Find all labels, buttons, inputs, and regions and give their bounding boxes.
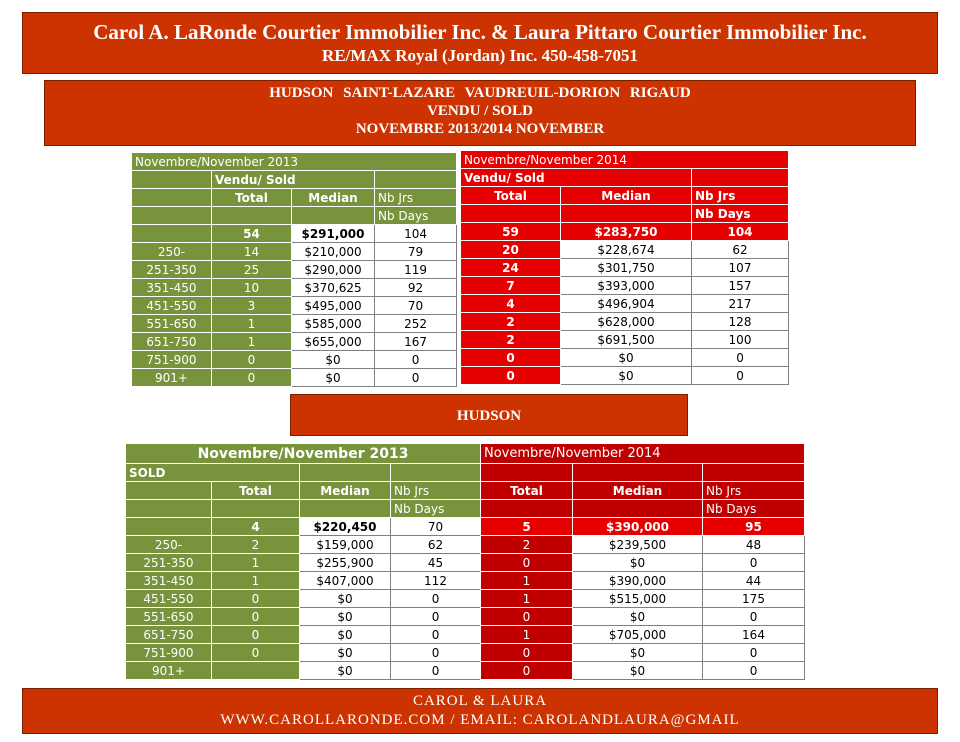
table-row: [481, 608, 805, 626]
row-median: $0: [300, 662, 391, 680]
table-row: [132, 261, 457, 279]
row-total: 2: [481, 536, 573, 554]
table-row: [132, 333, 457, 351]
table-row: [461, 349, 789, 367]
row-days: 0: [703, 554, 805, 572]
row-days: 112: [391, 572, 481, 590]
row-median: $0: [300, 626, 391, 644]
row-days: 217: [692, 295, 789, 313]
row-total: 0: [481, 608, 573, 626]
row-median: $705,000: [573, 626, 703, 644]
row-days: 252: [375, 315, 457, 333]
table-row: [461, 367, 789, 385]
row-median: $393,000: [561, 277, 692, 295]
table-top-2013: [131, 152, 457, 387]
row-total: [212, 662, 300, 680]
row-range: 651-750: [132, 333, 212, 351]
row-total: 0: [212, 369, 292, 387]
row-total: 1: [212, 315, 292, 333]
col-days-fr: Nb Jrs: [692, 187, 789, 205]
table-row: [461, 259, 789, 277]
summary-median: $283,750: [561, 223, 692, 241]
table-subtitle: Vendu/ Sold: [212, 171, 375, 189]
table-row: [461, 277, 789, 295]
row-range: 250-: [132, 243, 212, 261]
footer-names: CAROL & LAURA: [412, 693, 548, 709]
row-median: $0: [300, 644, 391, 662]
row-median: $0: [573, 608, 703, 626]
row-total: 0: [212, 626, 300, 644]
summary-median: $220,450: [300, 518, 391, 536]
row-range: 451-550: [126, 590, 212, 608]
row-days: 157: [692, 277, 789, 295]
row-median: $655,000: [292, 333, 375, 351]
summary-total: 4: [212, 518, 300, 536]
row-total: 14: [212, 243, 292, 261]
table-row: [132, 243, 457, 261]
row-days: 0: [703, 662, 805, 680]
row-total: 1: [481, 626, 573, 644]
row-median: $515,000: [573, 590, 703, 608]
col-total: Total: [461, 187, 561, 205]
row-days: 0: [391, 590, 481, 608]
table-hudson-2013: [125, 443, 481, 680]
row-days: 119: [375, 261, 457, 279]
col-days-fr: Nb Jrs: [375, 189, 457, 207]
row-range: 901+: [132, 369, 212, 387]
row-median: $0: [561, 367, 692, 385]
table-row: [481, 536, 805, 554]
subheader-period: NOVEMBRE 2013/2014 NOVEMBER: [355, 121, 605, 137]
row-median: $370,625: [292, 279, 375, 297]
row-range: 351-450: [126, 572, 212, 590]
row-total: 24: [461, 259, 561, 277]
table-subtitle: Vendu/ Sold: [461, 169, 692, 187]
row-days: 175: [703, 590, 805, 608]
table-row: [126, 590, 481, 608]
col-median: Median: [300, 482, 391, 500]
col-median: Median: [573, 482, 703, 500]
row-range: 251-350: [126, 554, 212, 572]
row-range: 251-350: [132, 261, 212, 279]
summary-median: $390,000: [573, 518, 703, 536]
row-days: 0: [375, 369, 457, 387]
row-median: $390,000: [573, 572, 703, 590]
table-row: [126, 536, 481, 554]
row-median: $228,674: [561, 241, 692, 259]
row-range: 351-450: [132, 279, 212, 297]
row-days: 0: [703, 608, 805, 626]
table-title: Novembre/November 2013: [132, 153, 457, 171]
col-days-en: Nb Days: [391, 500, 481, 518]
row-total: 1: [481, 572, 573, 590]
row-total: 10: [212, 279, 292, 297]
summary-days: 104: [692, 223, 789, 241]
row-median: $691,500: [561, 331, 692, 349]
row-median: $0: [573, 554, 703, 572]
table-title: Novembre/November 2014: [461, 151, 789, 169]
row-total: 0: [212, 644, 300, 662]
col-total: Total: [212, 189, 292, 207]
table-row: [481, 590, 805, 608]
row-median: $210,000: [292, 243, 375, 261]
row-days: 0: [391, 608, 481, 626]
table-row: [481, 662, 805, 680]
row-days: 0: [375, 351, 457, 369]
row-median: $290,000: [292, 261, 375, 279]
row-days: 62: [391, 536, 481, 554]
row-range: 451-550: [132, 297, 212, 315]
row-median: $159,000: [300, 536, 391, 554]
summary-total: 59: [461, 223, 561, 241]
subheader-towns: HUDSON SAINT-LAZARE VAUDREUIL-DORION RIGAUD: [269, 85, 691, 101]
row-total: 2: [461, 313, 561, 331]
row-median: $0: [292, 351, 375, 369]
row-days: 167: [375, 333, 457, 351]
row-total: 20: [461, 241, 561, 259]
table-row: [461, 241, 789, 259]
table-row: [461, 313, 789, 331]
row-days: 45: [391, 554, 481, 572]
table-row: [461, 295, 789, 313]
table-row: [126, 644, 481, 662]
row-days: 62: [692, 241, 789, 259]
row-total: 0: [481, 662, 573, 680]
row-days: 79: [375, 243, 457, 261]
table-hudson-2014: [480, 443, 805, 680]
row-days: 0: [703, 644, 805, 662]
row-days: 44: [703, 572, 805, 590]
row-total: 0: [461, 349, 561, 367]
row-median: $0: [561, 349, 692, 367]
row-total: 2: [212, 536, 300, 554]
table-title: Novembre/November 2013: [126, 444, 481, 464]
row-total: 1: [212, 572, 300, 590]
col-total: Total: [481, 482, 573, 500]
summary-total: 54: [212, 225, 292, 243]
row-range: 551-650: [132, 315, 212, 333]
row-median: $0: [292, 369, 375, 387]
table-row: [481, 644, 805, 662]
col-median: Median: [292, 189, 375, 207]
table-row: [126, 554, 481, 572]
header-title: Carol A. LaRonde Courtier Immobilier Inc. & Laura Pittaro Courtier Immobilier Inc.: [93, 20, 867, 44]
row-total: 3: [212, 297, 292, 315]
summary-days: 104: [375, 225, 457, 243]
row-total: 1: [212, 554, 300, 572]
row-days: 0: [692, 349, 789, 367]
row-days: 70: [375, 297, 457, 315]
col-days-en: Nb Days: [703, 500, 805, 518]
row-range: 551-650: [126, 608, 212, 626]
row-median: $495,000: [292, 297, 375, 315]
col-total: Total: [212, 482, 300, 500]
row-total: 0: [212, 608, 300, 626]
row-median: $0: [573, 662, 703, 680]
row-days: 100: [692, 331, 789, 349]
table-row: [126, 572, 481, 590]
row-days: 92: [375, 279, 457, 297]
col-median: Median: [561, 187, 692, 205]
table-row: [461, 331, 789, 349]
table-row: [132, 315, 457, 333]
table-row: [132, 369, 457, 387]
row-total: 0: [461, 367, 561, 385]
row-total: 0: [212, 351, 292, 369]
row-median: $407,000: [300, 572, 391, 590]
row-median: $0: [573, 644, 703, 662]
row-days: 0: [391, 626, 481, 644]
hudson-banner: HUDSON: [290, 394, 688, 436]
col-days-en: Nb Days: [692, 205, 789, 223]
row-total: 1: [481, 590, 573, 608]
table-subtitle: SOLD: [126, 464, 300, 482]
row-range: 250-: [126, 536, 212, 554]
col-days-fr: Nb Jrs: [703, 482, 805, 500]
summary-total: 5: [481, 518, 573, 536]
row-median: $496,904: [561, 295, 692, 313]
row-median: $628,000: [561, 313, 692, 331]
row-days: 0: [391, 662, 481, 680]
footer-banner: [22, 688, 938, 734]
row-total: 1: [212, 333, 292, 351]
row-median: $301,750: [561, 259, 692, 277]
row-range: 901+: [126, 662, 212, 680]
table-row: [481, 554, 805, 572]
table-row: [481, 626, 805, 644]
row-total: 7: [461, 277, 561, 295]
summary-median: $291,000: [292, 225, 375, 243]
row-days: 0: [692, 367, 789, 385]
subheader-banner: [44, 80, 916, 146]
row-days: 0: [391, 644, 481, 662]
subheader-sold: VENDU / SOLD: [427, 103, 533, 119]
table-row: [126, 626, 481, 644]
table-row: [132, 279, 457, 297]
row-median: $0: [300, 590, 391, 608]
header-banner: [22, 12, 938, 74]
row-days: 164: [703, 626, 805, 644]
summary-days: 95: [703, 518, 805, 536]
table-row: [132, 351, 457, 369]
row-total: 0: [481, 644, 573, 662]
row-days: 107: [692, 259, 789, 277]
col-days-fr: Nb Jrs: [391, 482, 481, 500]
table-title: Novembre/November 2014: [481, 444, 805, 464]
row-total: 0: [212, 590, 300, 608]
header-agency: RE/MAX Royal (Jordan) Inc. 450-458-7051: [322, 46, 638, 65]
footer-contact: WWW.CAROLLARONDE.COM / EMAIL: CAROLANDLAURA@GMAIL: [220, 712, 740, 728]
table-row: [126, 662, 481, 680]
row-range: 751-900: [132, 351, 212, 369]
row-range: 751-900: [126, 644, 212, 662]
table-row: [126, 608, 481, 626]
row-median: $255,900: [300, 554, 391, 572]
row-median: $239,500: [573, 536, 703, 554]
table-top-2014: [460, 150, 789, 385]
row-days: 48: [703, 536, 805, 554]
row-days: 128: [692, 313, 789, 331]
col-days-en: Nb Days: [375, 207, 457, 225]
row-total: 4: [461, 295, 561, 313]
summary-days: 70: [391, 518, 481, 536]
row-range: 651-750: [126, 626, 212, 644]
row-total: 0: [481, 554, 573, 572]
row-total: 25: [212, 261, 292, 279]
row-total: 2: [461, 331, 561, 349]
row-median: $585,000: [292, 315, 375, 333]
table-row: [132, 297, 457, 315]
row-median: $0: [300, 608, 391, 626]
table-row: [481, 572, 805, 590]
